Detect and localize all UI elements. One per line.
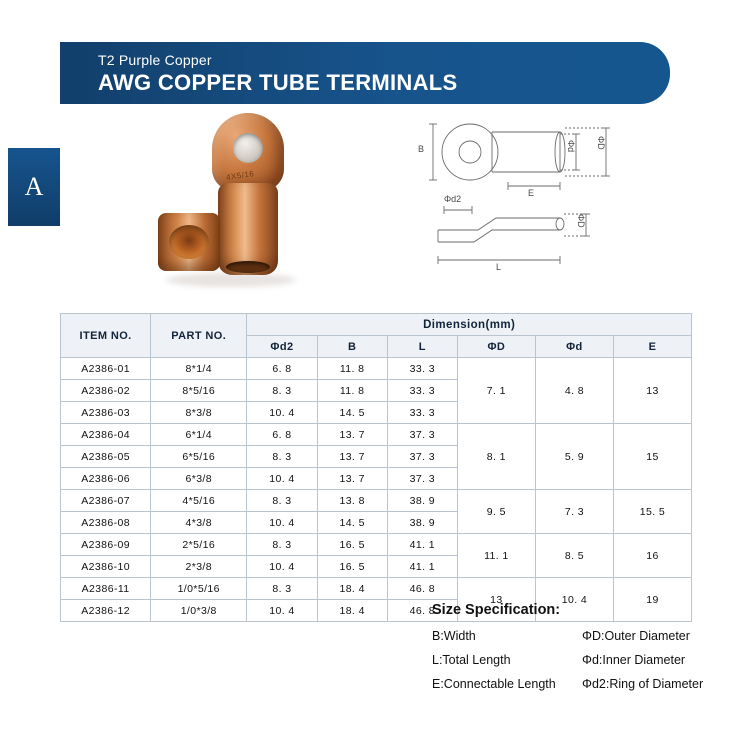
cell-B: 14. 5 — [317, 512, 387, 534]
cell-phid2: 10. 4 — [247, 402, 317, 424]
cell-part-no: 1/0*3/8 — [151, 600, 247, 622]
copper-lug-main — [212, 113, 284, 273]
cell-item-no: A2386-07 — [61, 490, 151, 512]
cell-phid2: 8. 3 — [247, 534, 317, 556]
cell-phid2: 10. 4 — [247, 468, 317, 490]
cell-L: 37. 3 — [387, 446, 457, 468]
cell-phid: 4. 8 — [535, 358, 613, 424]
lug-ring-head — [212, 113, 284, 191]
cell-phid2: 6. 8 — [247, 424, 317, 446]
table-row — [61, 534, 692, 556]
cell-E: 16 — [613, 534, 691, 578]
table-row — [61, 424, 692, 446]
cell-L: 33. 3 — [387, 402, 457, 424]
cell-part-no: 6*3/8 — [151, 468, 247, 490]
cell-item-no: A2386-01 — [61, 358, 151, 380]
cell-L: 38. 9 — [387, 490, 457, 512]
drawing-label-phiD-top: ΦD — [596, 136, 606, 150]
th-L: L — [387, 336, 457, 358]
cell-L: 41. 1 — [387, 556, 457, 578]
drawing-label-phid2: Φd2 — [444, 194, 462, 204]
cell-phiD: 9. 5 — [457, 490, 535, 534]
cell-item-no: A2386-03 — [61, 402, 151, 424]
cell-phid2: 8. 3 — [247, 578, 317, 600]
drawing-label-B: B — [418, 144, 425, 154]
th-B: B — [317, 336, 387, 358]
cell-item-no: A2386-12 — [61, 600, 151, 622]
page-title: AWG COPPER TUBE TERMINALS — [98, 70, 458, 95]
th-phid2: Φd2 — [247, 336, 317, 358]
cell-B: 13. 8 — [317, 490, 387, 512]
cell-B: 11. 8 — [317, 358, 387, 380]
size-spec-title: Size Specification: — [432, 602, 561, 618]
lug-bolt-hole — [233, 133, 263, 163]
cell-phid2: 10. 4 — [247, 556, 317, 578]
table-row — [61, 490, 692, 512]
cell-part-no: 6*5/16 — [151, 446, 247, 468]
specification-table — [60, 313, 692, 622]
cell-phid2: 6. 8 — [247, 358, 317, 380]
lug-barrel — [218, 183, 278, 275]
size-specification — [432, 602, 732, 691]
cell-phid: 5. 9 — [535, 424, 613, 490]
cell-item-no: A2386-05 — [61, 446, 151, 468]
cell-phid2: 8. 3 — [247, 490, 317, 512]
cell-part-no: 2*5/16 — [151, 534, 247, 556]
cell-L: 37. 3 — [387, 424, 457, 446]
cell-item-no: A2386-02 — [61, 380, 151, 402]
cell-E: 15. 5 — [613, 490, 691, 534]
cell-part-no: 2*3/8 — [151, 556, 247, 578]
cell-part-no: 4*5/16 — [151, 490, 247, 512]
cell-L: 37. 3 — [387, 468, 457, 490]
header-banner — [60, 42, 670, 104]
cell-part-no: 8*5/16 — [151, 380, 247, 402]
lug-secondary-bore — [169, 225, 209, 259]
size-spec-left: L:Total Length — [432, 652, 511, 667]
th-dimension-group: Dimension(mm) — [247, 314, 692, 336]
drawing-label-phid-top: Φd — [566, 140, 576, 153]
cell-item-no: A2386-04 — [61, 424, 151, 446]
cell-E: 15 — [613, 424, 691, 490]
th-phid: Φd — [535, 336, 613, 358]
section-letter-tab: A — [8, 148, 60, 226]
copper-lug-secondary — [158, 213, 220, 279]
cell-L: 46. 8 — [387, 578, 457, 600]
cell-phiD: 11. 1 — [457, 534, 535, 578]
cell-E: 19 — [613, 578, 691, 622]
cell-item-no: A2386-06 — [61, 468, 151, 490]
cell-part-no: 1/0*5/16 — [151, 578, 247, 600]
size-spec-left: B:Width — [432, 629, 476, 643]
th-E: E — [613, 336, 691, 358]
cell-part-no: 4*3/8 — [151, 512, 247, 534]
cell-phid: 7. 3 — [535, 490, 613, 534]
cell-phiD: 7. 1 — [457, 358, 535, 424]
technical-drawing — [400, 110, 700, 290]
cell-B: 18. 4 — [317, 600, 387, 622]
cell-part-no: 8*3/8 — [151, 402, 247, 424]
cell-phid2: 10. 4 — [247, 512, 317, 534]
size-spec-left: E:Connectable Length — [432, 676, 556, 691]
drawing-label-L: L — [496, 262, 502, 272]
size-spec-right: Φd2:Ring of Diameter — [582, 676, 704, 691]
cell-phiD: 8. 1 — [457, 424, 535, 490]
cell-phid2: 8. 3 — [247, 446, 317, 468]
table-header-row-1 — [61, 314, 692, 336]
cell-item-no: A2386-08 — [61, 512, 151, 534]
cell-item-no: A2386-09 — [61, 534, 151, 556]
cell-item-no: A2386-11 — [61, 578, 151, 600]
cell-B: 13. 7 — [317, 424, 387, 446]
th-item-no: ITEM NO. — [61, 314, 151, 358]
cell-B: 16. 5 — [317, 556, 387, 578]
cell-part-no: 8*1/4 — [151, 358, 247, 380]
lug-secondary-body — [158, 213, 220, 271]
cell-phid2: 8. 3 — [247, 380, 317, 402]
lug-stamp-text: 4X5/16 — [225, 169, 255, 182]
table-row — [61, 578, 692, 600]
cell-L: 41. 1 — [387, 534, 457, 556]
cell-part-no: 6*1/4 — [151, 424, 247, 446]
cell-phiD: 13 — [457, 578, 535, 622]
cell-L: 46. 8 — [387, 600, 457, 622]
cell-B: 13. 7 — [317, 468, 387, 490]
cell-B: 13. 7 — [317, 446, 387, 468]
drawing-label-E: E — [528, 188, 535, 198]
cell-B: 14. 5 — [317, 402, 387, 424]
size-spec-right: ΦD:Outer Diameter — [582, 629, 690, 643]
cell-L: 33. 3 — [387, 358, 457, 380]
table-row — [61, 358, 692, 380]
drawing-label-phiD-side: ΦD — [576, 214, 586, 228]
header-subtitle: T2 Purple Copper — [98, 52, 212, 68]
cell-item-no: A2386-10 — [61, 556, 151, 578]
cell-E: 13 — [613, 358, 691, 424]
cell-phid2: 10. 4 — [247, 600, 317, 622]
cell-L: 33. 3 — [387, 380, 457, 402]
cell-L: 38. 9 — [387, 512, 457, 534]
cell-B: 18. 4 — [317, 578, 387, 600]
product-photo — [150, 105, 370, 295]
cell-B: 16. 5 — [317, 534, 387, 556]
size-spec-right: Φd:Inner Diameter — [582, 652, 686, 667]
cell-phid: 10. 4 — [535, 578, 613, 622]
th-part-no: PART NO. — [151, 314, 247, 358]
th-phiD: ΦD — [457, 336, 535, 358]
cell-B: 11. 8 — [317, 380, 387, 402]
cell-phid: 8. 5 — [535, 534, 613, 578]
